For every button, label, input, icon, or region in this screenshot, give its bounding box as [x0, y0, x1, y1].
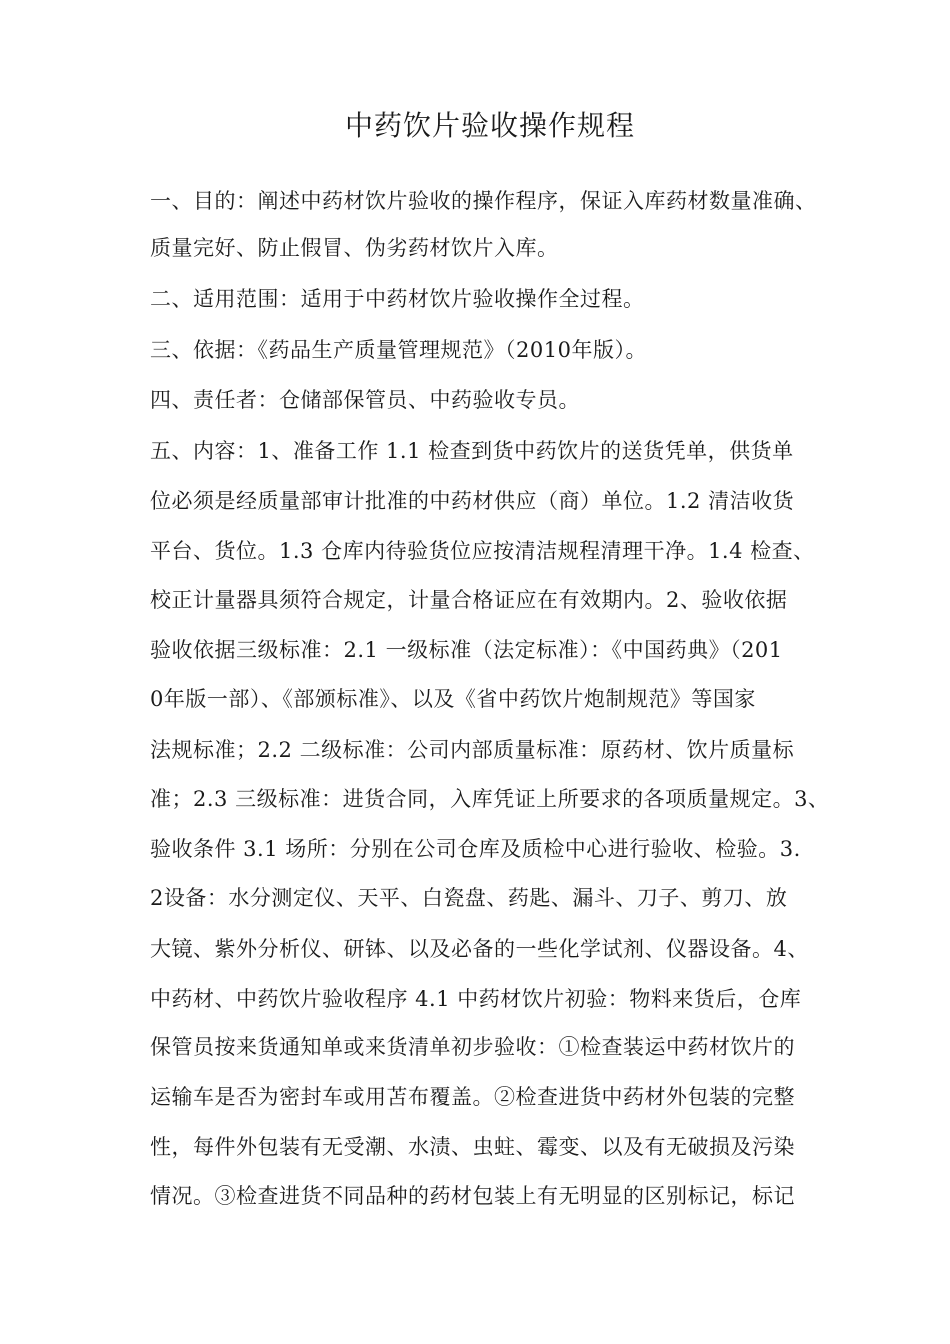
text-line: 2设备：水分测定仪、天平、白瓷盘、药匙、漏斗、刀子、剪刀、放 [150, 886, 788, 910]
text-line: 运输车是否为密封车或用苫布覆盖。②检查进货中药材外包装的完整 [150, 1085, 795, 1109]
text-line: 大镜、紫外分析仪、研钵、以及必备的一些化学试剂、仪器设备。4、 [150, 937, 809, 961]
text-line: 验收依据三级标准：2.1 一级标准（法定标准）：《中国药典》（201 [150, 638, 783, 662]
text-line: 一、目的：阐述中药材饮片验收的操作程序，保证入库药材数量准确、 [150, 189, 817, 213]
text-line: 法规标准；2.2 二级标准：公司内部质量标准：原药材、饮片质量标 [150, 738, 795, 762]
text-line: 平台、货位。1.3 仓库内待验货位应按清洁规程清理干净。1.4 检查、 [150, 539, 815, 563]
text-line: 三、依据：《药品生产质量管理规范》（2010年版）。 [150, 338, 647, 362]
text-line: 四、责任者：仓储部保管员、中药验收专员。 [150, 388, 580, 412]
text-line: 质量完好、防止假冒、伪劣药材饮片入库。 [150, 236, 559, 260]
text-line: 中药材、中药饮片验收程序 4.1 中药材饮片初验：物料来货后，仓库 [150, 987, 802, 1011]
text-line: 校正计量器具须符合规定，计量合格证应在有效期内。2、验收依据 [150, 588, 788, 612]
text-line: 五、内容：1、准备工作 1.1 检查到货中药饮片的送货凭单，供货单 [150, 439, 794, 463]
text-line: 情况。③检查进货不同品种的药材包装上有无明显的区别标记，标记 [150, 1184, 795, 1208]
text-line: 二、适用范围：适用于中药材饮片验收操作全过程。 [150, 287, 645, 311]
text-line: 保管员按来货通知单或来货清单初步验收：①检查装运中药材饮片的 [150, 1035, 795, 1059]
text-line: 验收条件 3.1 场所：分别在公司仓库及质检中心进行验收、检验。3. [150, 837, 801, 861]
text-line: 位必须是经质量部审计批准的中药材供应（商）单位。1.2 清洁收货 [150, 489, 795, 513]
text-line: 性，每件外包装有无受潮、水渍、虫蛀、霉变、以及有无破损及污染 [150, 1135, 795, 1159]
document-title: 中药饮片验收操作规程 [344, 109, 635, 142]
text-line: 0年版一部）、《部颁标准》、以及《省中药饮片炮制规范》等国家 [150, 687, 756, 711]
text-line: 准；2.3 三级标准：进货合同，入库凭证上所要求的各项质量规定。3、 [150, 787, 830, 811]
